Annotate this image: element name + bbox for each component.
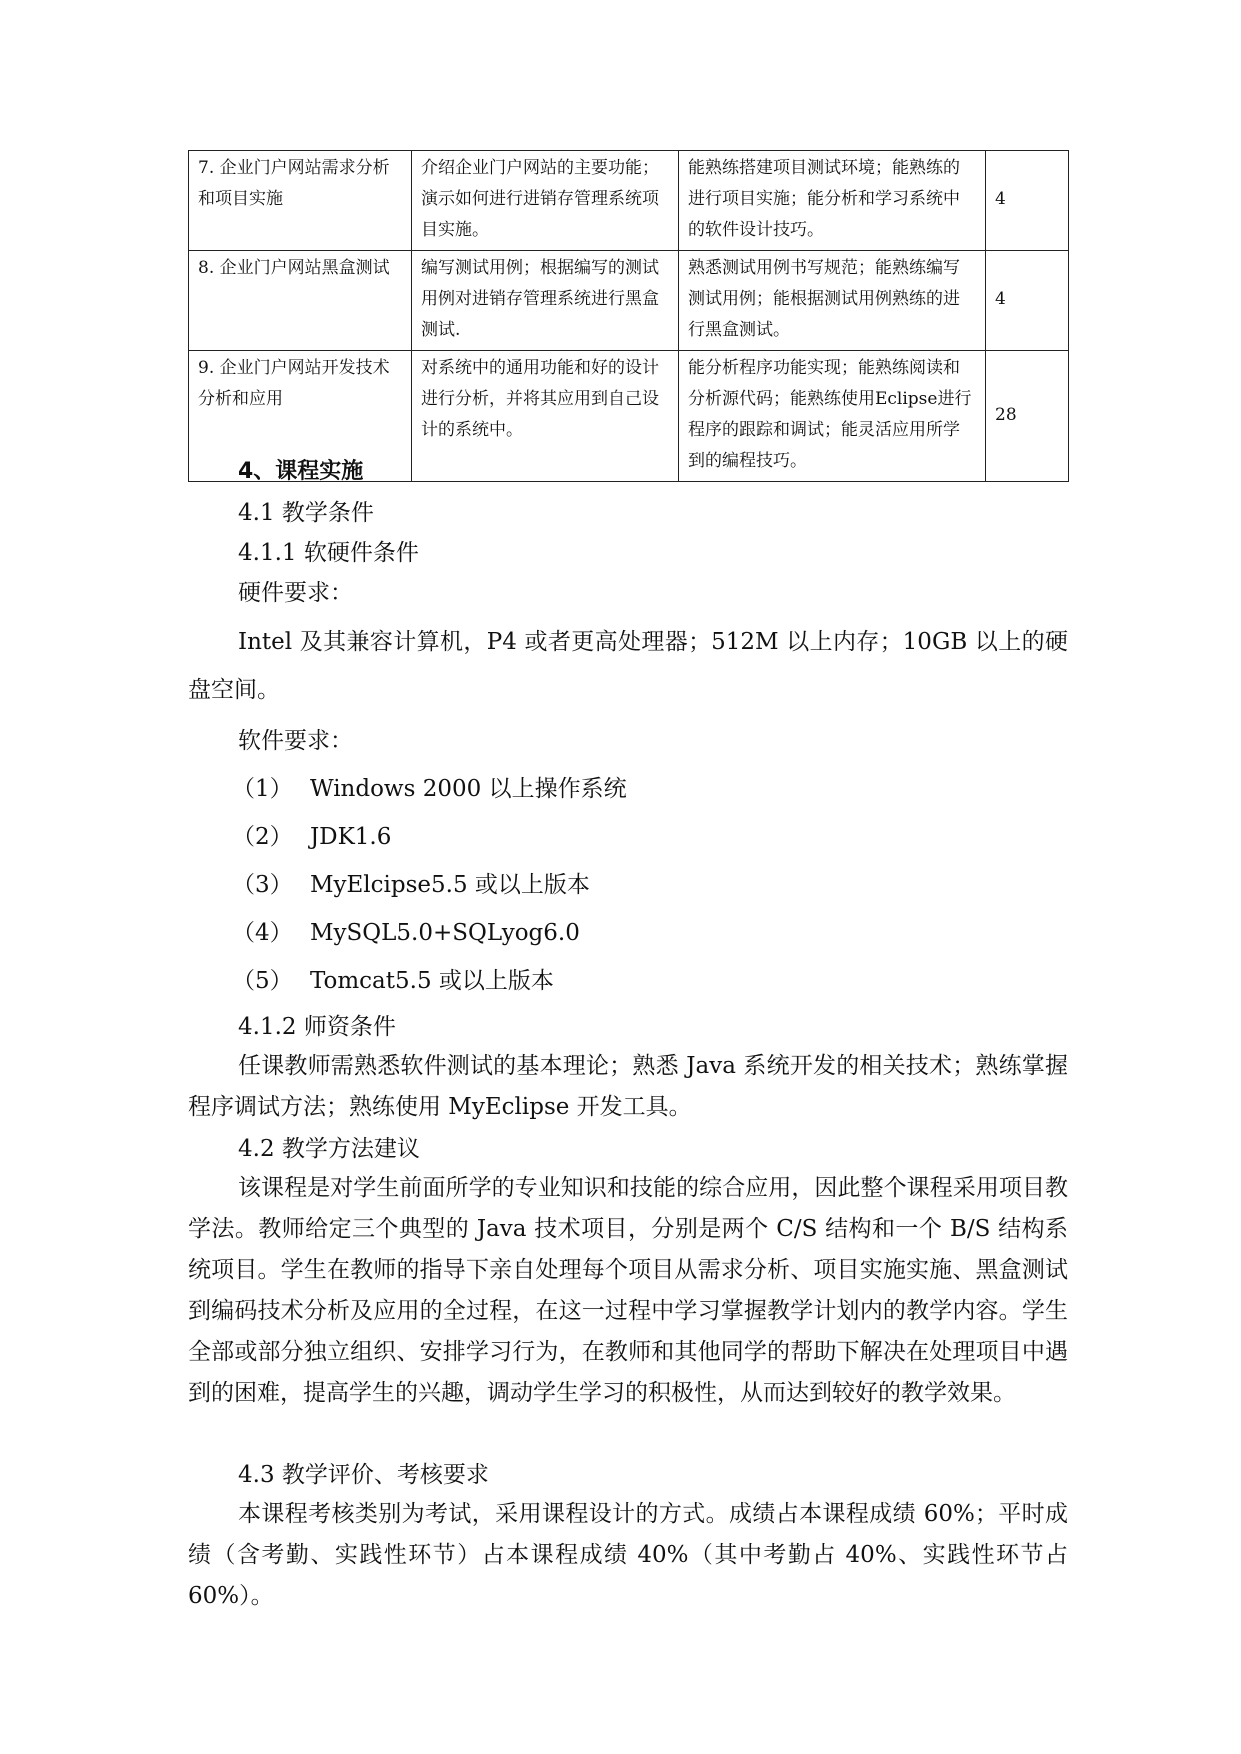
table-cell-content: 对系统中的通用功能和好的设计进行分析，并将其应用到自己设计的系统中。	[412, 351, 679, 482]
software-item-number: （1）	[232, 776, 293, 802]
software-item-number: （5）	[232, 968, 293, 994]
software-item-text: MySQL5.0+SQLyog6.0	[309, 920, 580, 946]
table-cell-hours: 4	[986, 151, 1069, 251]
table-cell-requirement: 熟悉测试用例书写规范；能熟练编写测试用例；能根据测试用例熟练的进行黑盒测试。	[679, 251, 986, 351]
subsection-heading-hardware-software: 4.1.1 软硬件条件	[238, 540, 419, 566]
software-label: 软件要求：	[238, 728, 353, 754]
teaching-methods-text: 该课程是对学生前面所学的专业知识和技能的综合应用，因此整个课程采用项目教学法。教师给定三个典型的 Java 技术项目，分别是两个 C/S 结构和一个 B/S 结构系统项目。学生在教师的指导下亲自处理每个项目从需求分析、项目实施实施、黑盒测试到编码技术分析及应用的全过程，在这一过程中学习掌握教学计划内的教学内容。学生全部或部分独立组织、安排学习行为，在教师和其他同学的帮助下解决在处理项目中遇到的困难，提高学生的兴趣，调动学生学习的积极性，从而达到较好的教学效果。	[188, 1175, 1068, 1406]
assessment-text: 本课程考核类别为考试，采用课程设计的方式。成绩占本课程成绩 60%；平时成绩（含考勤、实践性环节）占本课程成绩 40%（其中考勤占 40%、实践性环节占 60%）。	[188, 1501, 1068, 1609]
software-item	[232, 914, 580, 947]
course-content-table	[188, 150, 1069, 482]
software-item	[232, 866, 590, 899]
software-item	[232, 962, 554, 995]
software-item-number: （2）	[232, 824, 293, 850]
table-row	[189, 251, 1069, 351]
software-item	[232, 818, 391, 851]
table-row	[189, 151, 1069, 251]
table-cell-item: 7. 企业门户网站需求分析和项目实施	[189, 151, 412, 251]
table-cell-content: 编写测试用例；根据编写的测试用例对进销存管理系统进行黑盒测试.	[412, 251, 679, 351]
hardware-label: 硬件要求：	[238, 580, 353, 606]
software-item-text: Windows 2000 以上操作系统	[309, 776, 627, 802]
subsection-heading-teaching-conditions: 4.1 教学条件	[238, 500, 374, 526]
faculty-requirements-text: 任课教师需熟悉软件测试的基本理论；熟悉 Java 系统开发的相关技术；熟练掌握程序调试方法；熟练使用 MyEclipse 开发工具。	[188, 1053, 1068, 1120]
table-cell-requirement: 能熟练搭建项目测试环境；能熟练的进行项目实施；能分析和学习系统中的软件设计技巧。	[679, 151, 986, 251]
software-item-text: JDK1.6	[309, 824, 392, 850]
software-item-number: （4）	[232, 920, 293, 946]
software-item-text: MyElcipse5.5 或以上版本	[309, 872, 590, 898]
hardware-requirements-text: Intel 及其兼容计算机，P4 或者更高处理器；512M 以上内存；10GB 以上的硬盘空间。	[188, 629, 1068, 703]
software-item-number: （3）	[232, 872, 293, 898]
table-cell-hours: 28	[986, 351, 1069, 482]
section-heading-course-implementation: 4、课程实施	[238, 459, 364, 484]
subsection-heading-assessment: 4.3 教学评价、考核要求	[238, 1462, 489, 1488]
table-cell-hours: 4	[986, 251, 1069, 351]
software-item	[232, 770, 627, 803]
subsection-heading-faculty-conditions: 4.1.2 师资条件	[238, 1014, 396, 1040]
software-item-text: Tomcat5.5 或以上版本	[309, 968, 554, 994]
table-cell-content: 介绍企业门户网站的主要功能；演示如何进行进销存管理系统项目实施。	[412, 151, 679, 251]
table-cell-item: 8. 企业门户网站黑盒测试	[189, 251, 412, 351]
subsection-heading-teaching-methods: 4.2 教学方法建议	[238, 1136, 420, 1162]
table-cell-requirement: 能分析程序功能实现；能熟练阅读和分析源代码；能熟练使用Eclipse进行程序的跟踪和调试；能灵活应用所学到的编程技巧。	[679, 351, 986, 482]
table-cell-item: 9. 企业门户网站开发技术分析和应用	[189, 351, 412, 482]
